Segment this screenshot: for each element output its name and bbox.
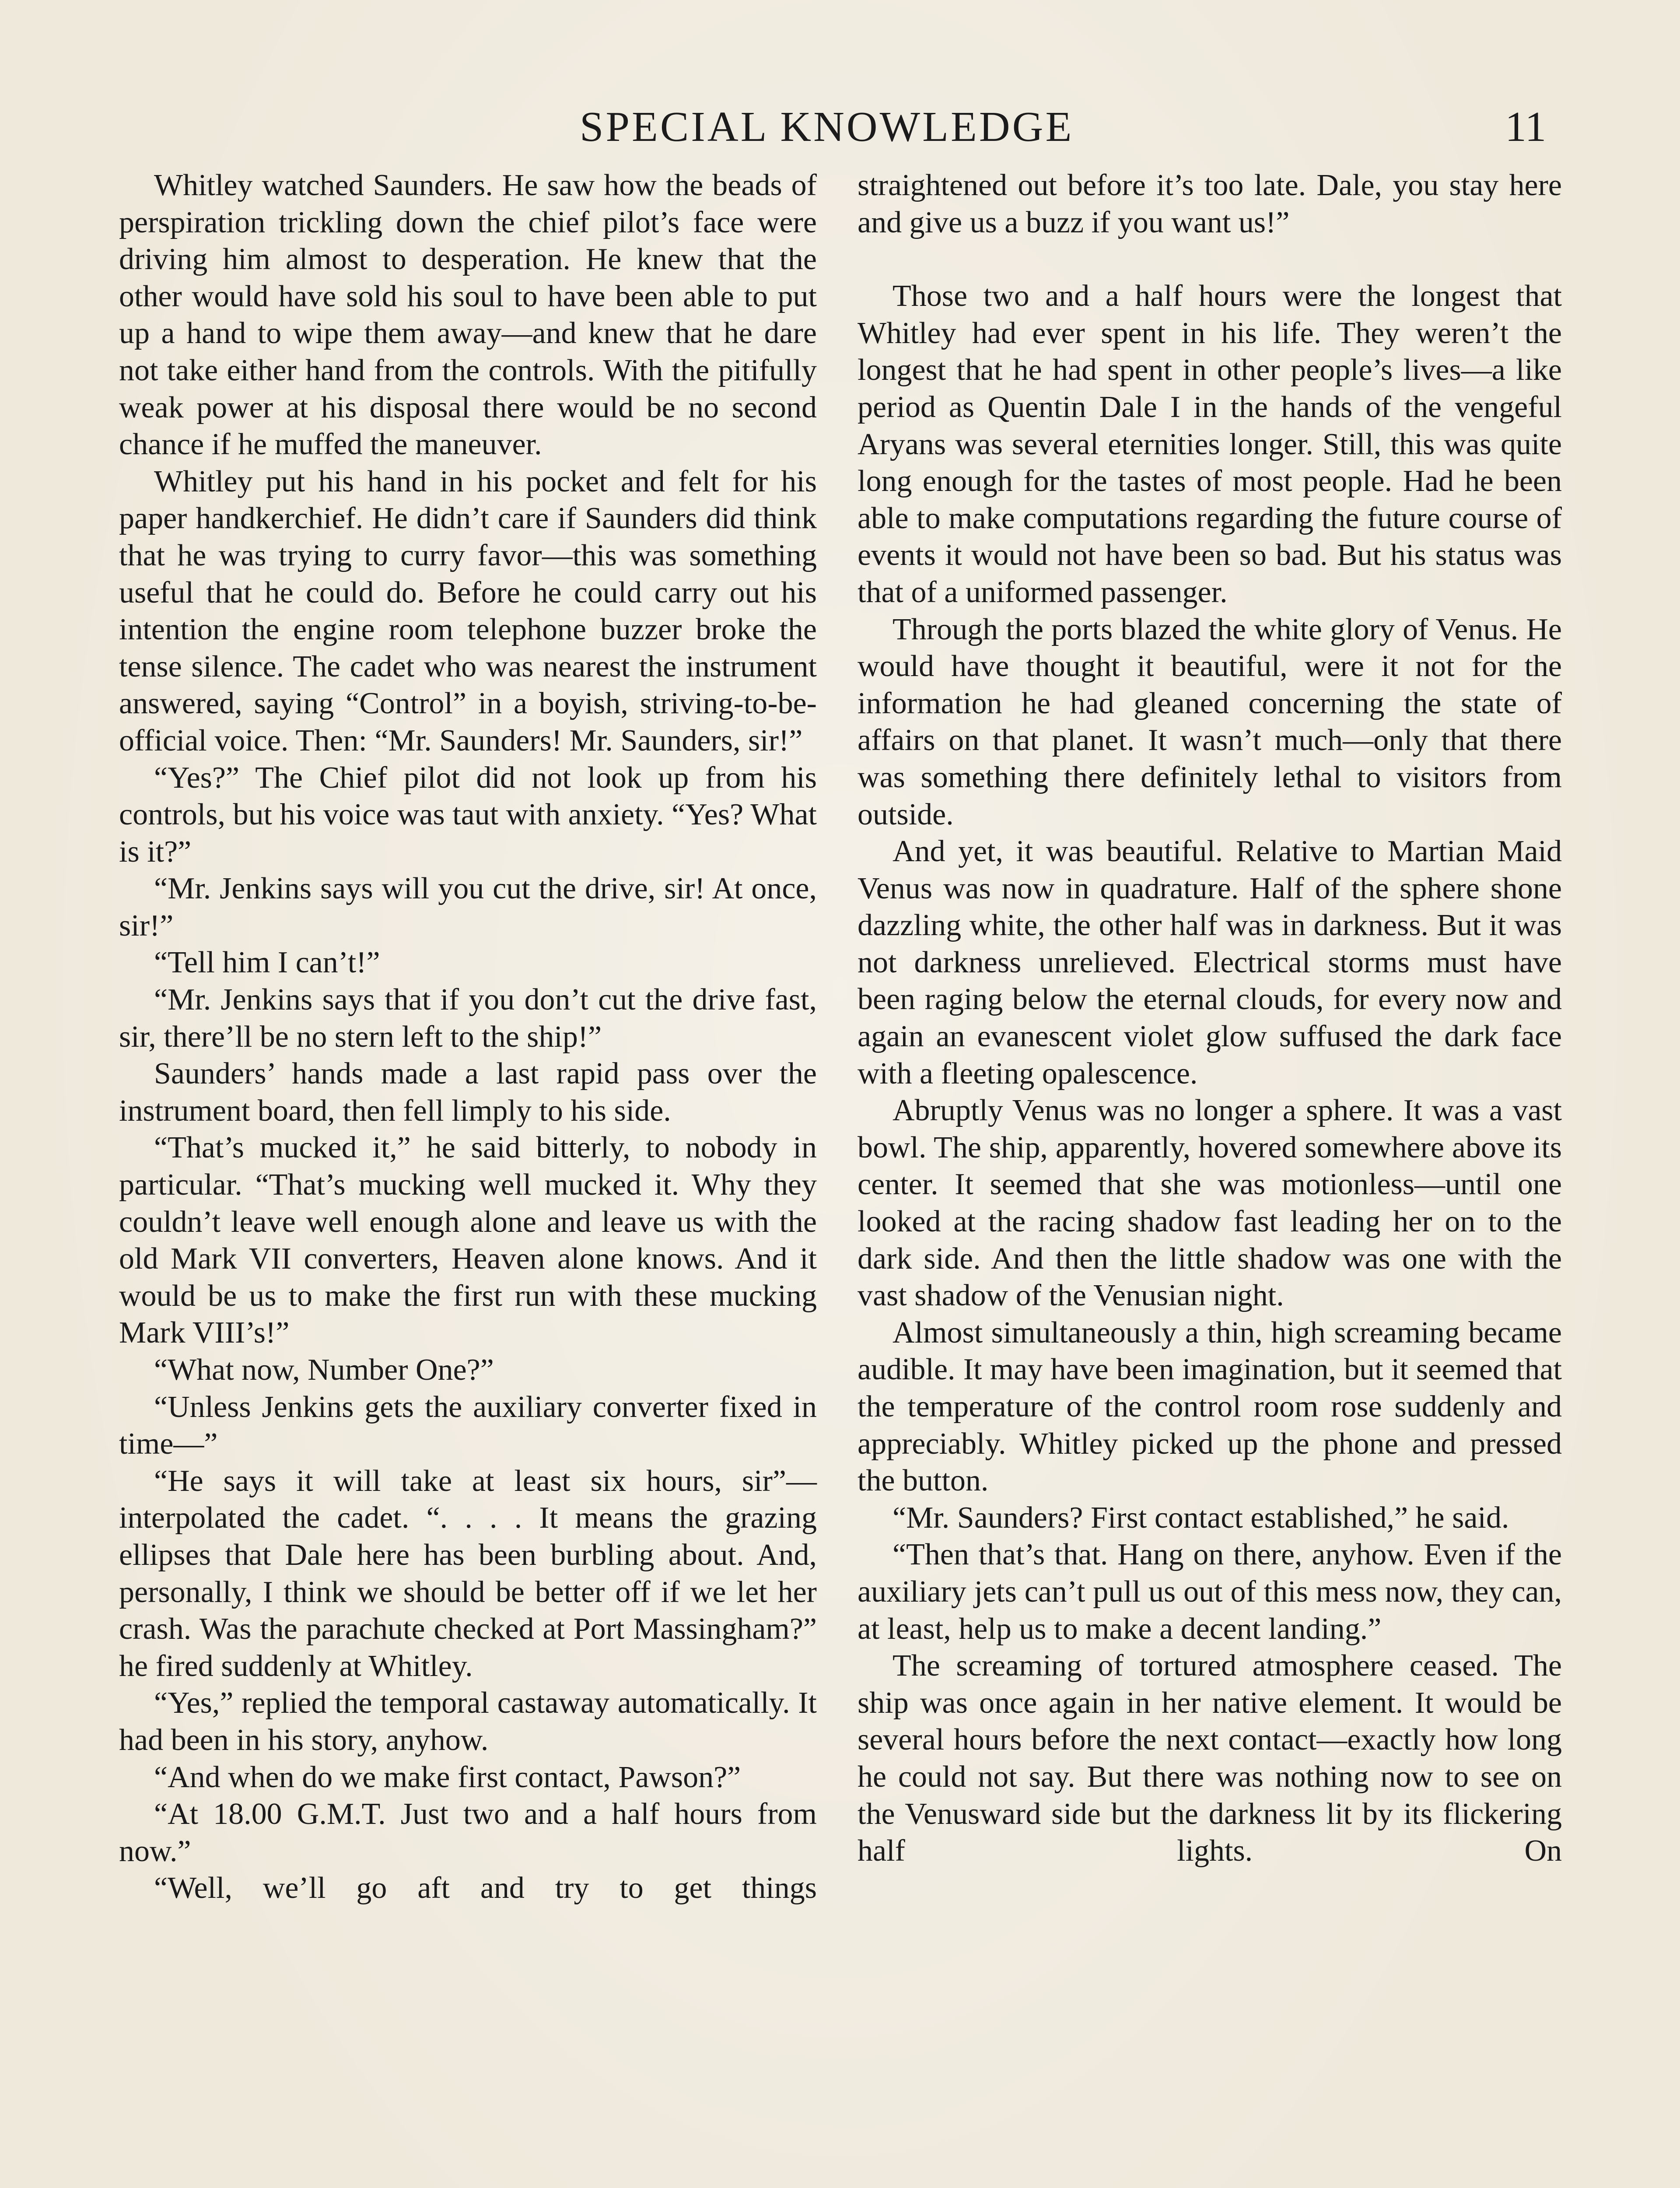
- running-title: SPECIAL KNOWLEDGE: [580, 103, 1074, 151]
- paragraph: Whitley watched Saunders. He saw how the beads of perspiration trickling down the chief pilot’s face were driving him almost to desperation. He knew that the other would have sold his soul to have been able to put up a hand to wipe them away—and knew that he dare not take either hand from the controls. With the pitifully weak power at his disposal there would be no second chance if he muffed the maneuver.: [119, 168, 817, 462]
- paragraph: The screaming of tortured atmosphere ceased. The ship was once again in her native element. It would be several hours before the next contact—exactly how long he could not say. But there was nothing now to see on the Venusward side but the darkness lit by its flickering half lights. On: [858, 1649, 1562, 1868]
- paragraph: “He says it will take at least six hours, sir”—interpolated the cadet. “. . . . It means the grazing ellipses that Dale here has been burbling about. And, personally, I think we should be better off if we let her crash. Was the parachute checked at Port Massingham?” he fired suddenly at Whitley.: [119, 1464, 817, 1683]
- paragraph: “And when do we make first contact, Pawson?”: [154, 1760, 741, 1794]
- right-text-column: [858, 167, 1562, 2188]
- paragraph: “Yes,” replied the temporal castaway automatically. It had been in his story, anyhow.: [119, 1686, 817, 1757]
- paragraph: Almost simultaneously a thin, high screaming became audible. It may have been imagination, but it seemed that the temperature of the control room rose suddenly and appreciably. Whitley picked up the phone and pressed the button.: [858, 1315, 1562, 1498]
- paragraph: “That’s mucked it,” he said bitterly, to nobody in particular. “That’s mucking well mucked it. Why they couldn’t leave well enough alone and leave us with the old Mark VII converters, Heaven alone knows. And it would be us to make the first run with these mucking Mark VIII’s!”: [119, 1131, 817, 1350]
- paragraph: straightened out before it’s too late. Dale, you stay here and give us a buzz if you want us!”: [858, 168, 1562, 239]
- paragraph: Through the ports blazed the white glory of Venus. He would have thought it beautiful, were it not for the information he had gleaned concerning the state of affairs on that planet. It wasn’t much—only that there was something there definitely lethal to visitors from outside.: [858, 612, 1562, 831]
- paragraph: “Then that’s that. Hang on there, anyhow. Even if the auxiliary jets can’t pull us out of this mess now, they can, at least, help us to make a decent landing.”: [858, 1538, 1562, 1646]
- paragraph: Saunders’ hands made a last rapid pass over the instrument board, then fell limply to his side.: [119, 1057, 817, 1128]
- left-text-column: [119, 167, 817, 2188]
- paragraph: Those two and a half hours were the longest that Whitley had ever spent in his life. They weren’t the longest that he had spent in other people’s lives—a like period as Quentin Dale I in the hands of the vengeful Aryans was several eternities longer. Still, this was quite long enough for the tastes of most people. Had he been able to make computations regarding the future course of events it would not have been so bad. But his status was that of a uniformed passenger.: [858, 279, 1562, 609]
- paragraph: “Mr. Saunders? First contact established,” he said.: [892, 1501, 1509, 1535]
- paragraph: Whitley put his hand in his pocket and felt for his paper handkerchief. He didn’t care if Saunders did think that he was trying to curry favor—this was something useful that he could do. Before he could carry out his intention the engine room telephone buzzer broke the tense silence. The cadet who was nearest the instrument answered, saying “Control” in a boyish, striving-to-be-official voice. Then: “Mr. Saunders! Mr. Saunders, sir!”: [119, 464, 817, 757]
- paragraph: And yet, it was beautiful. Relative to Martian Maid Venus was now in quadrature. Half of the sphere shone dazzling white, the other half was in darkness. But it was not darkness unrelieved. Electrical storms must have been raging below the eternal clouds, for every now and again an evanescent violet glow suffused the dark face with a fleeting opalescence.: [858, 835, 1562, 1090]
- page-number: 11: [1505, 103, 1547, 151]
- paragraph: “Tell him I can’t!”: [154, 946, 380, 980]
- paragraph: “Mr. Jenkins says will you cut the drive, sir! At once, sir!”: [119, 872, 817, 943]
- paragraph: “At 18.00 G.M.T. Just two and a half hours from now.”: [119, 1797, 817, 1868]
- paragraph: Abruptly Venus was no longer a sphere. It was a vast bowl. The ship, apparently, hovered somewhere above its center. It seemed that she was motionless—until one looked at the racing shadow fast leading her on to the dark side. And then the little shadow was one with the vast shadow of the Venusian night.: [858, 1094, 1562, 1313]
- paragraph: “What now, Number One?”: [154, 1353, 494, 1387]
- paragraph: “Yes?” The Chief pilot did not look up from his controls, but his voice was taut with anxiety. “Yes? What is it?”: [119, 761, 817, 869]
- paragraph: “Well, we’ll go aft and try to get things: [154, 1871, 817, 1905]
- paragraph: “Unless Jenkins gets the auxiliary converter fixed in time—”: [119, 1390, 817, 1461]
- running-header: [0, 98, 1680, 155]
- paragraph: “Mr. Jenkins says that if you don’t cut the drive fast, sir, there’ll be no stern left to the ship!”: [119, 983, 817, 1054]
